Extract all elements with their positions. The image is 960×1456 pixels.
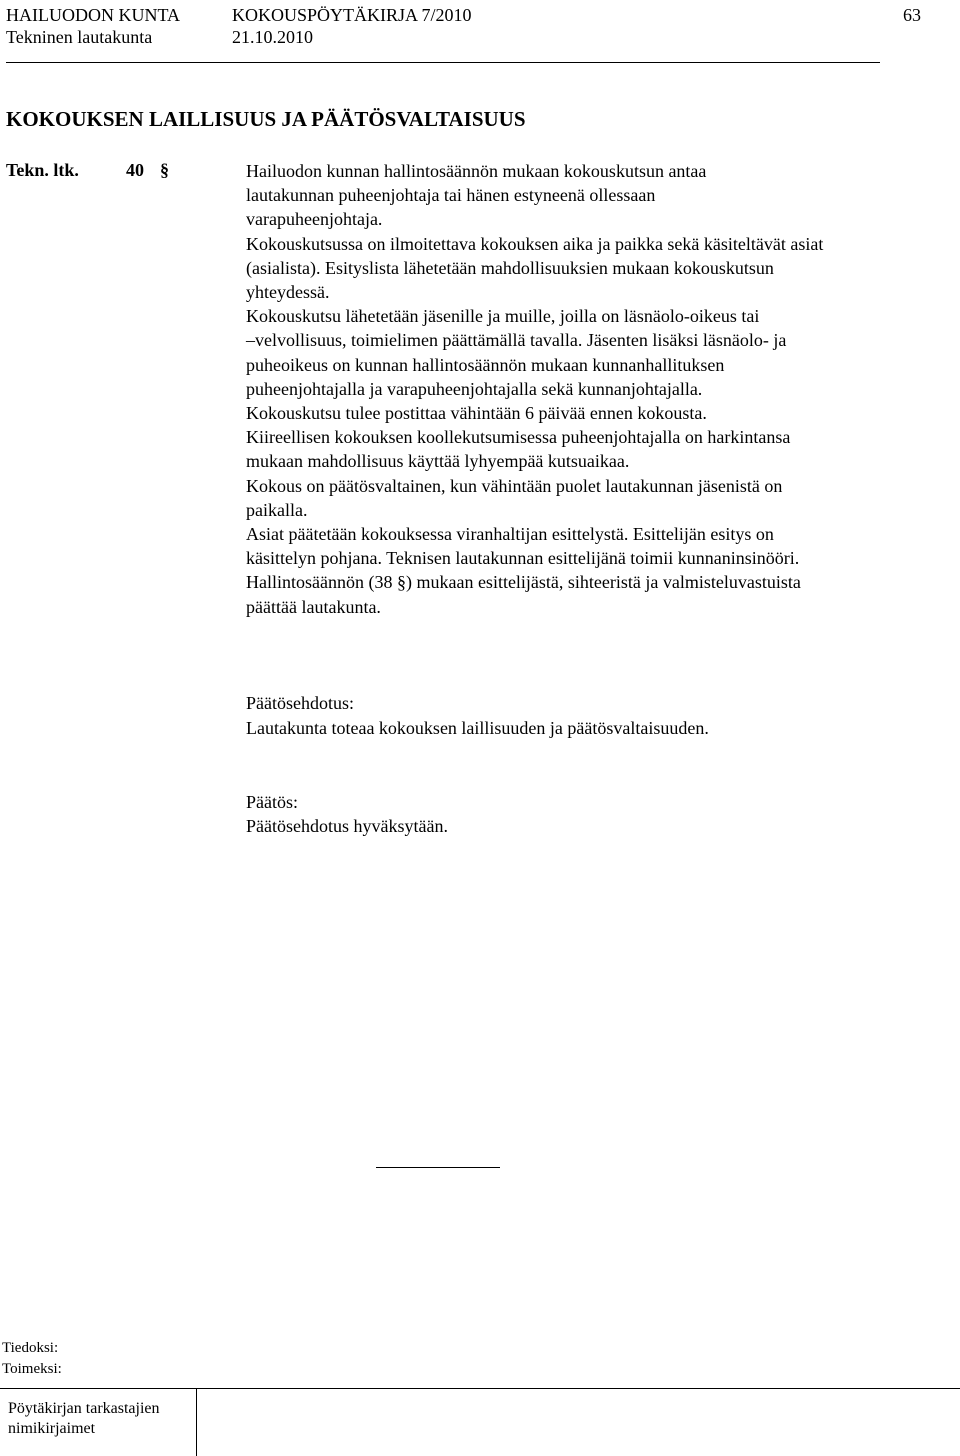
page-title: KOKOUKSEN LAILLISUUS JA PÄÄTÖSVALTAISUUS bbox=[6, 107, 526, 131]
toimeksi-label: Toimeksi: bbox=[2, 1361, 62, 1377]
proposal-text: Lautakunta toteaa kokouksen laillisuuden ja päätösvaltaisuuden. bbox=[246, 718, 709, 738]
paragraph-line: paikalla. bbox=[246, 499, 308, 520]
paragraph-line: puheoikeus on kunnan hallintosäännön mukaan kunnanhallituksen bbox=[246, 354, 725, 375]
signature-cell bbox=[0, 1389, 197, 1456]
paragraph-line: Hailuodon kunnan hallintosäännön mukaan kokouskutsun antaa bbox=[246, 161, 707, 181]
section-symbol: § bbox=[160, 160, 169, 180]
page-number: 63 bbox=[903, 5, 921, 25]
paragraph-line: Kokouskutsu lähetetään jäsenille ja muille, joilla on läsnäolo-oikeus tai bbox=[246, 306, 760, 327]
paragraph-line: –velvollisuus, toimielimen päättämällä tavalla. Jäsenten lisäksi läsnäolo- ja bbox=[246, 330, 787, 351]
paragraph-line: päättää lautakunta. bbox=[246, 596, 381, 617]
tiedoksi-label: Tiedoksi: bbox=[2, 1340, 59, 1356]
decision-label: Päätös: bbox=[246, 792, 298, 812]
section-body: Tekn. ltk. bbox=[6, 160, 79, 180]
header-committee: Tekninen lautakunta bbox=[6, 27, 153, 47]
paragraph-line: (asialista). Esityslista lähetetään mahdollisuuksien mukaan kokouskutsun bbox=[246, 257, 774, 278]
signature-label-line1: Pöytäkirjan tarkastajien bbox=[8, 1400, 160, 1417]
paragraph-line: käsittelyn pohjana. Teknisen lautakunnan esittelijänä toimii kunnaninsinööri. bbox=[246, 548, 800, 569]
signature-label-line2: nimikirjaimet bbox=[8, 1420, 96, 1437]
header-date: 21.10.2010 bbox=[232, 27, 313, 47]
decision-text: Päätösehdotus hyväksytään. bbox=[246, 816, 448, 836]
signature-rule bbox=[376, 1167, 500, 1168]
paragraph-line: mukaan mahdollisuus käyttää lyhyempää kutsuaikaa. bbox=[246, 451, 630, 472]
header-document: KOKOUSPÖYTÄKIRJA 7/2010 bbox=[232, 5, 472, 25]
paragraph-line: Kokouskutsu tulee postittaa vähintään 6 päivää ennen kokousta. bbox=[246, 403, 707, 424]
paragraph-line: Kiireellisen kokouksen koollekutsumisessa puheenjohtajalla on harkintansa bbox=[246, 427, 791, 448]
section-number: 40 bbox=[126, 160, 144, 180]
paragraph-line: yhteydessä. bbox=[246, 282, 330, 303]
header-rule bbox=[6, 62, 880, 63]
body-paragraph bbox=[246, 159, 936, 619]
header-municipality: HAILUODON KUNTA bbox=[6, 5, 181, 25]
proposal-label: Päätösehdotus: bbox=[246, 693, 354, 713]
paragraph-line: lautakunnan puheenjohtaja tai hänen estyneenä ollessaan bbox=[246, 185, 656, 206]
paragraph-line: Asiat päätetään kokouksessa viranhaltijan esittelystä. Esittelijän esitys on bbox=[246, 524, 774, 545]
paragraph-line: varapuheenjohtaja. bbox=[246, 209, 383, 230]
signature-box bbox=[0, 1388, 960, 1456]
paragraph-line: Kokouskutsussa on ilmoitettava kokouksen aika ja paikka sekä käsiteltävät asiat bbox=[246, 233, 824, 254]
paragraph-line: Kokous on päätösvaltainen, kun vähintään puolet lautakunnan jäsenistä on bbox=[246, 475, 783, 496]
paragraph-line: Hallintosäännön (38 §) mukaan esittelijästä, sihteeristä ja valmisteluvastuista bbox=[246, 572, 801, 593]
paragraph-line: puheenjohtajalla ja varapuheenjohtajalla sekä kunnanjohtajalla. bbox=[246, 378, 703, 399]
